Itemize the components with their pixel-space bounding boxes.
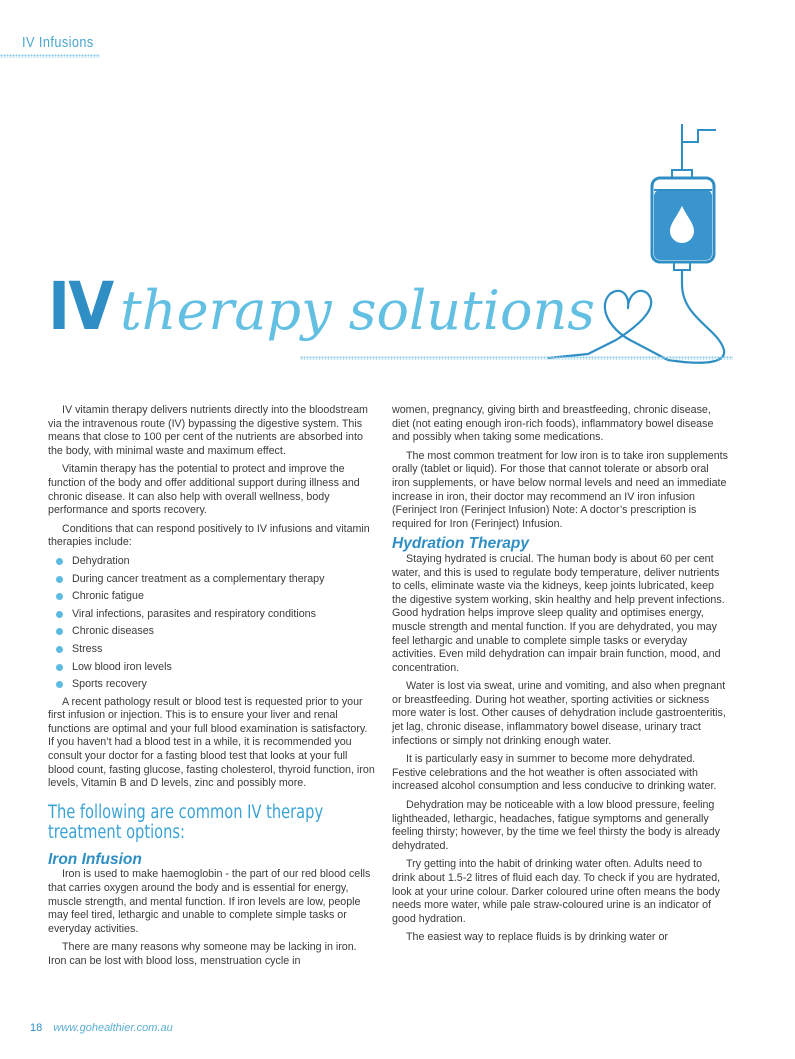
hero-rule bbox=[300, 356, 733, 360]
paragraph: Vitamin therapy has the potential to protect and improve the function of the body and offer additional support during illness and chronic disease. It can also help with overall wellness, body performance and sports recovery. bbox=[48, 463, 360, 517]
list-item: Sports recovery bbox=[56, 678, 376, 692]
paragraph: Dehydration may be noticeable with a low blood pressure, feeling lightheaded, lethargic, headaches, fatigue symptoms and generally feeling thirsty; however, by the time we feel thirsty the body is already dehydrated. bbox=[392, 799, 720, 852]
list-item: Chronic fatigue bbox=[56, 590, 376, 604]
paragraph: Water is lost via sweat, urine and vomiting, and also when pregnant or breastfeeding. During hot weather, sporting activities or sickness more water is lost. Other causes of dehydration include gastroenteritis, jet lag, chronic disease, inflammatory bowel disease, urinary tract infections or simply not drinking enough water. bbox=[392, 680, 726, 747]
section-tag: IV Infusions bbox=[22, 34, 94, 51]
paragraph: It is particularly easy in summer to become more dehydrated. Festive celebrations and the hot weather is often associated with increased alcohol consumption and less conducive to drinking water. bbox=[392, 753, 717, 793]
paragraph: IV vitamin therapy delivers nutrients directly into the bloodstream via the intravenous route (IV) bypassing the digestive system. This means that close to 100 per cent of the nutrients are absorbed into the body, with minimal waste and maximum effect. bbox=[48, 404, 368, 457]
footer bbox=[30, 1022, 173, 1034]
treatment-options-heading: The following are common IV therapy treatment options: bbox=[48, 801, 324, 843]
list-item: During cancer treatment as a complementary therapy bbox=[56, 573, 376, 587]
right-column bbox=[392, 404, 728, 950]
list-item: Low blood iron levels bbox=[56, 661, 376, 675]
paragraph: There are many reasons why someone may be lacking in iron. Iron can be lost with blood loss, menstruation cycle in bbox=[48, 941, 357, 967]
list-item: Viral infections, parasites and respiratory conditions bbox=[56, 608, 376, 622]
iron-infusion-heading: Iron Infusion bbox=[48, 850, 142, 868]
paragraph: A recent pathology result or blood test is requested prior to your first infusion or injection. This is to ensure your liver and renal functions are optimal and your full blood examination is satisfactory. If you haven’t had a blood test in a while, it is recommended you consult your doctor for a fasting blood test that looks at your full blood count, fasting glucose, fasting cholesterol, thyroid function, iron levels, Vitamin B and D levels, zinc and possibly more. bbox=[48, 695, 375, 790]
list-item: Chronic diseases bbox=[56, 625, 376, 639]
paragraph: Iron is used to make haemoglobin - the part of our red blood cells that carries oxygen around the body and is essential for energy, muscle strength, and mental function. If iron levels are low, people may feel tired, lethargic and unable to complete simple tasks or everyday activities. bbox=[48, 868, 371, 935]
page-number: 18 bbox=[30, 1022, 43, 1034]
hydration-therapy-heading: Hydration Therapy bbox=[392, 535, 529, 553]
section-tag-rule bbox=[0, 54, 100, 58]
paragraph: Staying hydrated is crucial. The human body is about 60 per cent water, and this is used to regulate body temperature, deliver nutrients to cells, eliminate waste via the kidneys, keep joints lubricated, keep the digestive system working, skin healthy and help prevent infections. Good hydration helps improve sleep quality and optimises energy, muscle strength and mental function. If you are dehydrated, you may feel lethargic and unable to complete simple tasks or everyday activities. Even mild dehydration can impair brain function, mood, and concentration. bbox=[392, 552, 725, 674]
hero-title-script: therapy solutions bbox=[120, 279, 596, 342]
left-column bbox=[48, 404, 376, 974]
paragraph: Try getting into the habit of drinking water often. Adults need to drink about 1.5-2 litres of fluid each day. To check if you are hydrated, look at your urine colour. Darker coloured urine often means the body needs more water, while pale straw-coloured urine is an indicator of good hydration. bbox=[392, 858, 721, 925]
paragraph: Conditions that can respond positively to IV infusions and vitamin therapies include: bbox=[48, 522, 370, 549]
paragraph: The most common treatment for low iron is to take iron supplements orally (tablet or liquid). For those that cannot tolerate or absorb oral iron supplements, or have below normal levels and need an immediate increase in iron, their doctor may recommend an IV iron infusion (Ferinject Iron (Ferinject Infusion) Note: A doctor’s prescription is required for Iron (Ferinject) Infusion. bbox=[392, 449, 728, 530]
list-item: Dehydration bbox=[56, 555, 376, 569]
hero-title-iv: IV bbox=[48, 268, 113, 345]
paragraph: women, pregnancy, giving birth and breastfeeding, chronic disease, diet (not eating enough iron-rich foods), inflammatory bowel disease and possibly when taking some medications. bbox=[392, 404, 714, 444]
list-item: Stress bbox=[56, 643, 376, 657]
website-link[interactable]: www.gohealthier.com.au bbox=[53, 1022, 173, 1034]
hero-title bbox=[48, 268, 595, 345]
paragraph: The easiest way to replace fluids is by drinking water or bbox=[406, 931, 668, 944]
conditions-list bbox=[48, 555, 376, 692]
